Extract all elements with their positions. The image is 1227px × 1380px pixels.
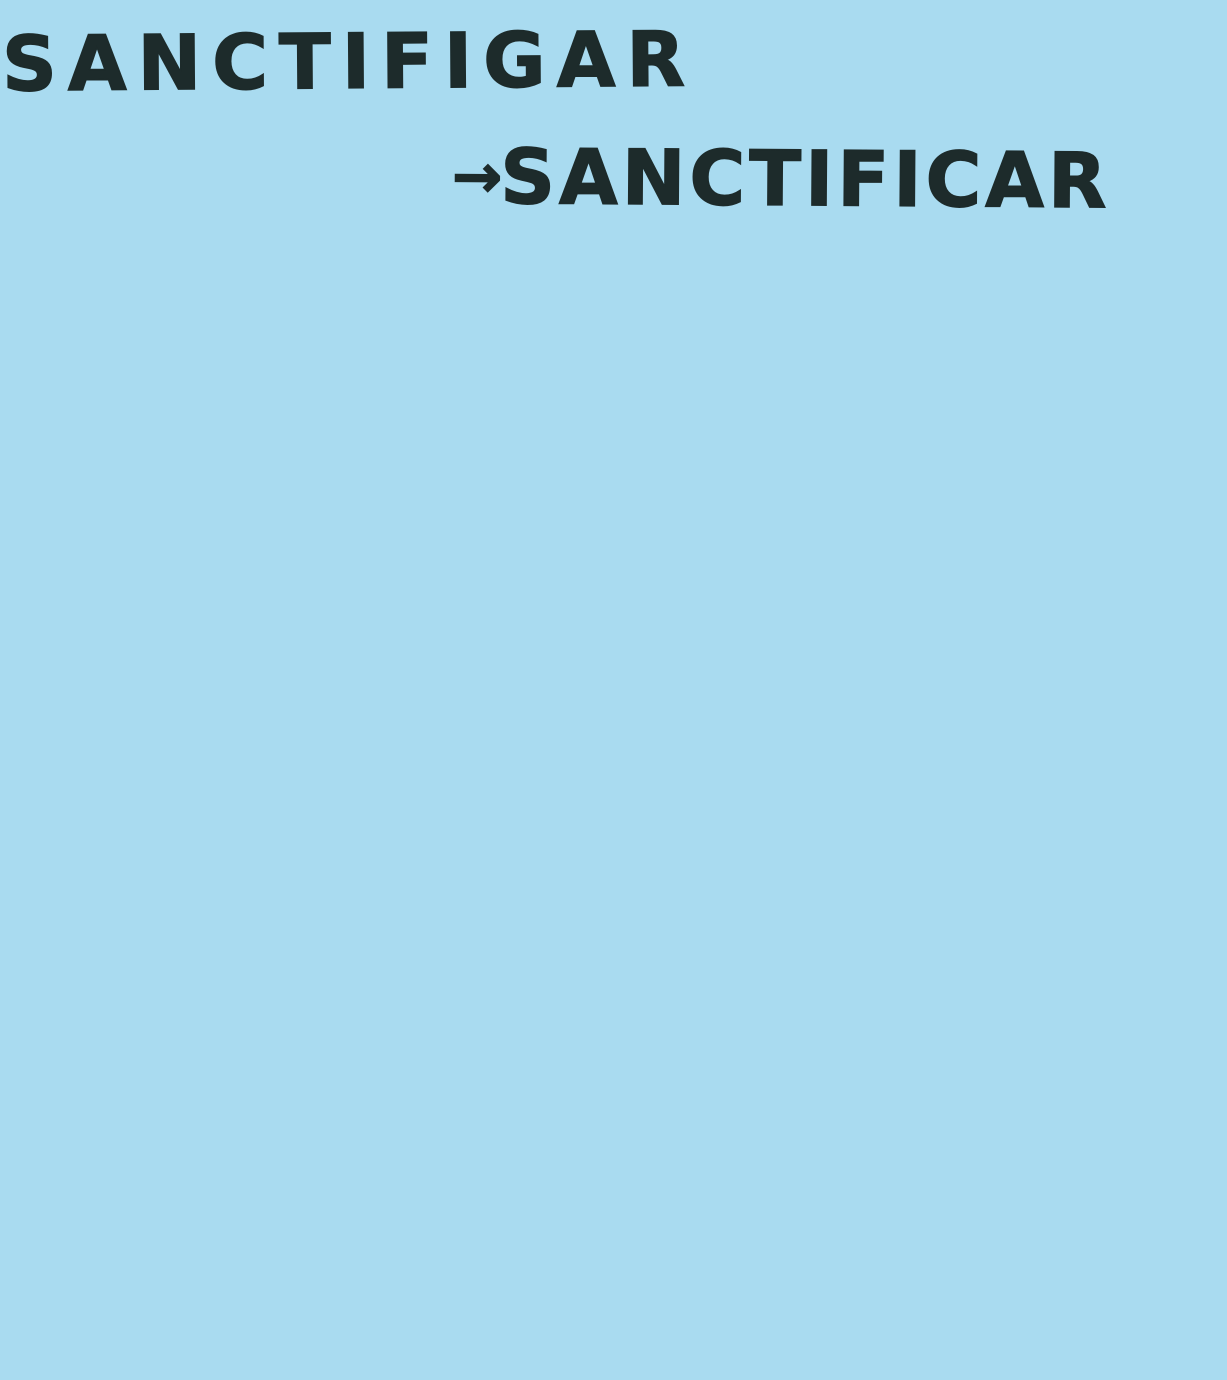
arrow-icon: →	[451, 141, 501, 213]
correction-line	[451, 132, 1111, 226]
corrected-word: SANCTIFICAR	[499, 132, 1111, 226]
original-word: SANCTIFIGAR	[1, 14, 697, 109]
